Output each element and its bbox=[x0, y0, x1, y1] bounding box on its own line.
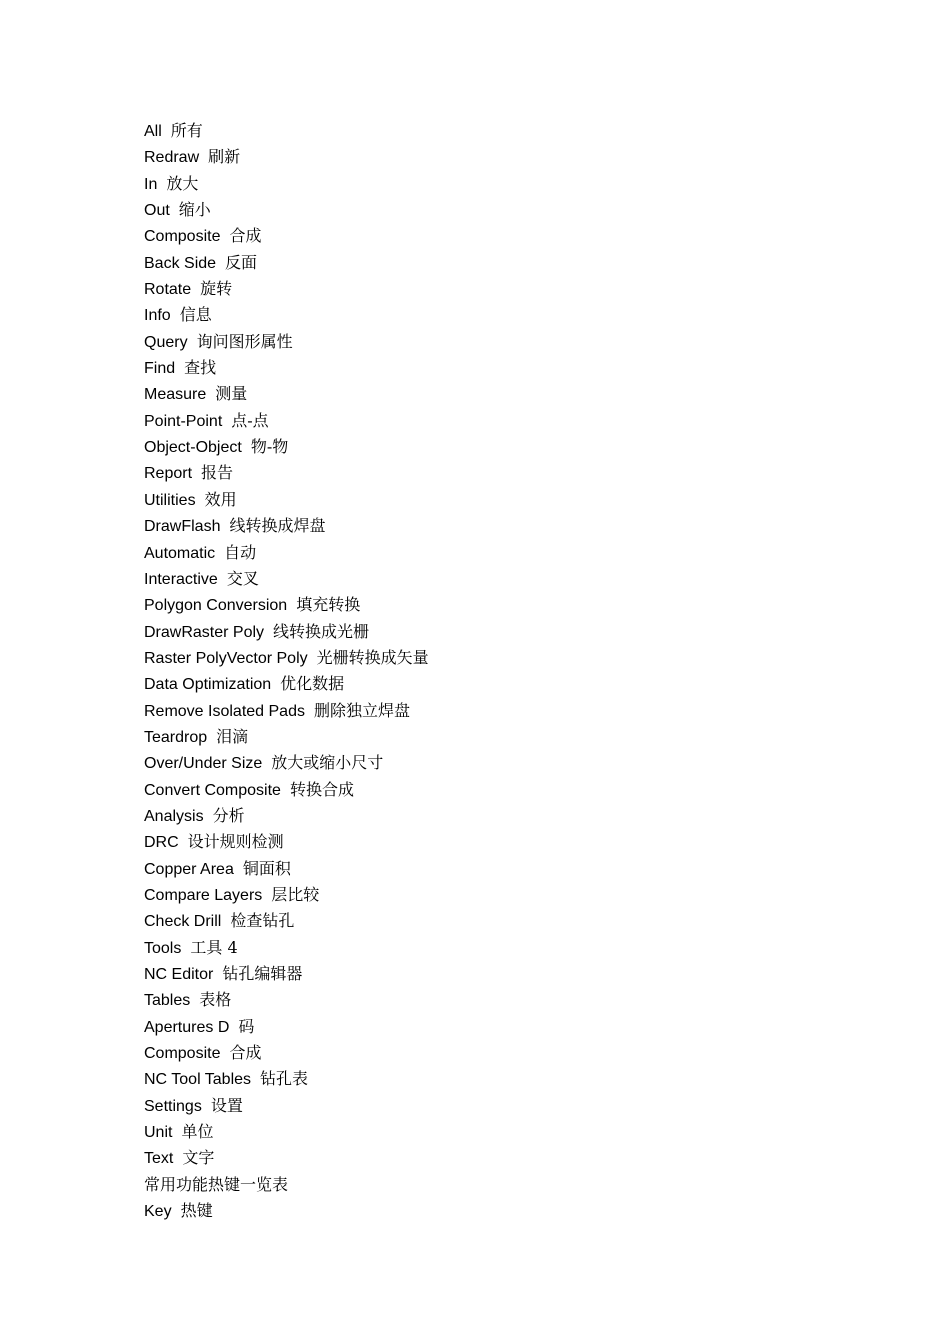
glossary-entry bbox=[144, 513, 429, 539]
english-term: Over/Under Size bbox=[144, 755, 263, 773]
english-term: Data Optimization bbox=[144, 676, 272, 694]
english-term: Apertures D bbox=[144, 1018, 230, 1036]
english-term: Composite bbox=[144, 1045, 221, 1063]
glossary-entry bbox=[144, 144, 429, 170]
glossary-entry bbox=[144, 434, 429, 460]
chinese-translation: 测量 bbox=[215, 384, 248, 404]
english-term: Composite bbox=[144, 228, 221, 246]
glossary-entry bbox=[144, 171, 429, 197]
chinese-translation: 钻孔表 bbox=[260, 1069, 309, 1089]
glossary-entry bbox=[144, 882, 429, 908]
english-term: Report bbox=[144, 465, 193, 483]
glossary-entry bbox=[144, 1145, 429, 1171]
glossary-entry bbox=[144, 355, 429, 381]
glossary-entry bbox=[144, 803, 429, 829]
chinese-translation: 设计规则检测 bbox=[187, 832, 284, 852]
chinese-translation: 优化数据 bbox=[280, 674, 345, 694]
chinese-translation: 自动 bbox=[224, 542, 257, 562]
glossary-entry bbox=[144, 1014, 429, 1040]
english-term: DrawFlash bbox=[144, 518, 221, 536]
glossary-entry bbox=[144, 381, 429, 407]
english-term: Teardrop bbox=[144, 728, 208, 746]
chinese-translation: 旋转 bbox=[200, 279, 233, 299]
glossary-entry bbox=[144, 961, 429, 987]
english-term: Find bbox=[144, 360, 176, 378]
english-term: Settings bbox=[144, 1097, 202, 1115]
english-term: Text bbox=[144, 1150, 174, 1168]
english-term: Redraw bbox=[144, 149, 200, 167]
english-term: All bbox=[144, 123, 162, 140]
english-term: Copper Area bbox=[144, 860, 234, 878]
chinese-translation: 反面 bbox=[225, 252, 258, 272]
english-term: Utilities bbox=[144, 491, 196, 509]
english-term: Back Side bbox=[144, 254, 217, 272]
glossary-entry bbox=[144, 592, 429, 618]
english-term: Compare Layers bbox=[144, 886, 263, 904]
glossary-entry bbox=[144, 1093, 429, 1119]
glossary-entry bbox=[144, 329, 429, 355]
english-term: Raster PolyVector Poly bbox=[144, 649, 308, 667]
english-term: Tables bbox=[144, 992, 191, 1010]
chinese-translation: 常用功能热键一览表 bbox=[144, 1174, 289, 1194]
glossary-entry bbox=[144, 487, 429, 513]
chinese-translation: 码 bbox=[238, 1016, 255, 1036]
glossary-entry bbox=[144, 1066, 429, 1092]
glossary-entry bbox=[144, 408, 429, 434]
english-term: Remove Isolated Pads bbox=[144, 702, 305, 720]
chinese-translation: 填充转换 bbox=[296, 595, 361, 615]
chinese-translation: 铜面积 bbox=[242, 858, 291, 878]
english-term: Point-Point bbox=[144, 412, 223, 430]
glossary-entry bbox=[144, 750, 429, 776]
chinese-translation: 放大或缩小尺寸 bbox=[271, 753, 384, 773]
english-term: Unit bbox=[144, 1124, 173, 1142]
chinese-translation: 分析 bbox=[212, 805, 245, 825]
chinese-translation: 缩小 bbox=[178, 200, 211, 220]
english-term: Interactive bbox=[144, 570, 218, 588]
chinese-translation: 表格 bbox=[199, 990, 232, 1010]
glossary-entry bbox=[144, 856, 429, 882]
glossary-entry bbox=[144, 1172, 429, 1198]
chinese-translation: 合成 bbox=[229, 1043, 262, 1063]
english-term: Rotate bbox=[144, 281, 192, 299]
chinese-translation: 泪滴 bbox=[216, 726, 249, 746]
glossary-list bbox=[144, 118, 429, 1224]
chinese-translation: 文字 bbox=[182, 1148, 215, 1168]
chinese-translation: 合成 bbox=[229, 226, 262, 246]
glossary-entry bbox=[144, 566, 429, 592]
glossary-entry bbox=[144, 250, 429, 276]
glossary-entry bbox=[144, 987, 429, 1013]
english-term: DrawRaster Poly bbox=[144, 623, 265, 641]
glossary-entry bbox=[144, 223, 429, 249]
glossary-entry bbox=[144, 276, 429, 302]
english-term: Polygon Conversion bbox=[144, 597, 288, 615]
english-term: Automatic bbox=[144, 544, 216, 562]
english-term: In bbox=[144, 175, 158, 193]
glossary-entry bbox=[144, 1040, 429, 1066]
glossary-entry bbox=[144, 197, 429, 223]
chinese-translation: 光栅转换成矢量 bbox=[316, 647, 429, 667]
english-term: Convert Composite bbox=[144, 781, 281, 799]
english-term: Out bbox=[144, 202, 170, 220]
chinese-translation: 层比较 bbox=[271, 884, 320, 904]
chinese-translation: 工具 4 bbox=[190, 937, 238, 957]
glossary-entry bbox=[144, 118, 429, 144]
glossary-entry bbox=[144, 540, 429, 566]
glossary-entry bbox=[144, 829, 429, 855]
glossary-entry bbox=[144, 645, 429, 671]
glossary-entry bbox=[144, 698, 429, 724]
english-term: Info bbox=[144, 307, 171, 325]
english-term: Object-Object bbox=[144, 439, 242, 457]
chinese-translation: 交叉 bbox=[226, 568, 259, 588]
english-term: Query bbox=[144, 333, 188, 351]
chinese-translation: 线转换成光栅 bbox=[273, 621, 370, 641]
chinese-translation: 线转换成焊盘 bbox=[229, 516, 326, 536]
glossary-entry bbox=[144, 935, 429, 961]
chinese-translation: 信息 bbox=[179, 305, 212, 325]
chinese-translation: 放大 bbox=[166, 173, 199, 193]
chinese-translation: 物-物 bbox=[250, 437, 289, 457]
glossary-entry bbox=[144, 1198, 429, 1224]
chinese-translation: 询问图形属性 bbox=[196, 331, 293, 351]
chinese-translation: 设置 bbox=[210, 1095, 243, 1115]
chinese-translation: 检查钻孔 bbox=[230, 911, 295, 931]
english-term: NC Tool Tables bbox=[144, 1071, 252, 1089]
glossary-entry bbox=[144, 908, 429, 934]
glossary-entry bbox=[144, 619, 429, 645]
glossary-entry bbox=[144, 777, 429, 803]
glossary-entry bbox=[144, 460, 429, 486]
glossary-entry bbox=[144, 724, 429, 750]
chinese-translation: 钻孔编辑器 bbox=[222, 964, 303, 983]
english-term: DRC bbox=[144, 834, 179, 852]
english-term: Tools bbox=[144, 939, 182, 957]
chinese-translation: 效用 bbox=[204, 489, 237, 509]
english-term: Analysis bbox=[144, 807, 204, 825]
english-term: Key bbox=[144, 1203, 172, 1221]
glossary-entry bbox=[144, 671, 429, 697]
chinese-translation: 热键 bbox=[180, 1201, 213, 1221]
chinese-translation: 刷新 bbox=[208, 147, 241, 167]
chinese-translation: 所有 bbox=[170, 121, 203, 140]
chinese-translation: 单位 bbox=[181, 1122, 214, 1142]
chinese-translation: 转换合成 bbox=[289, 779, 354, 799]
english-term: Measure bbox=[144, 386, 207, 404]
glossary-entry bbox=[144, 302, 429, 328]
chinese-translation: 点-点 bbox=[231, 410, 269, 430]
glossary-entry bbox=[144, 1119, 429, 1145]
english-term: Check Drill bbox=[144, 913, 222, 931]
chinese-translation: 删除独立焊盘 bbox=[313, 700, 410, 720]
english-term: NC Editor bbox=[144, 966, 214, 983]
chinese-translation: 报告 bbox=[201, 463, 234, 483]
chinese-translation: 查找 bbox=[184, 358, 217, 378]
